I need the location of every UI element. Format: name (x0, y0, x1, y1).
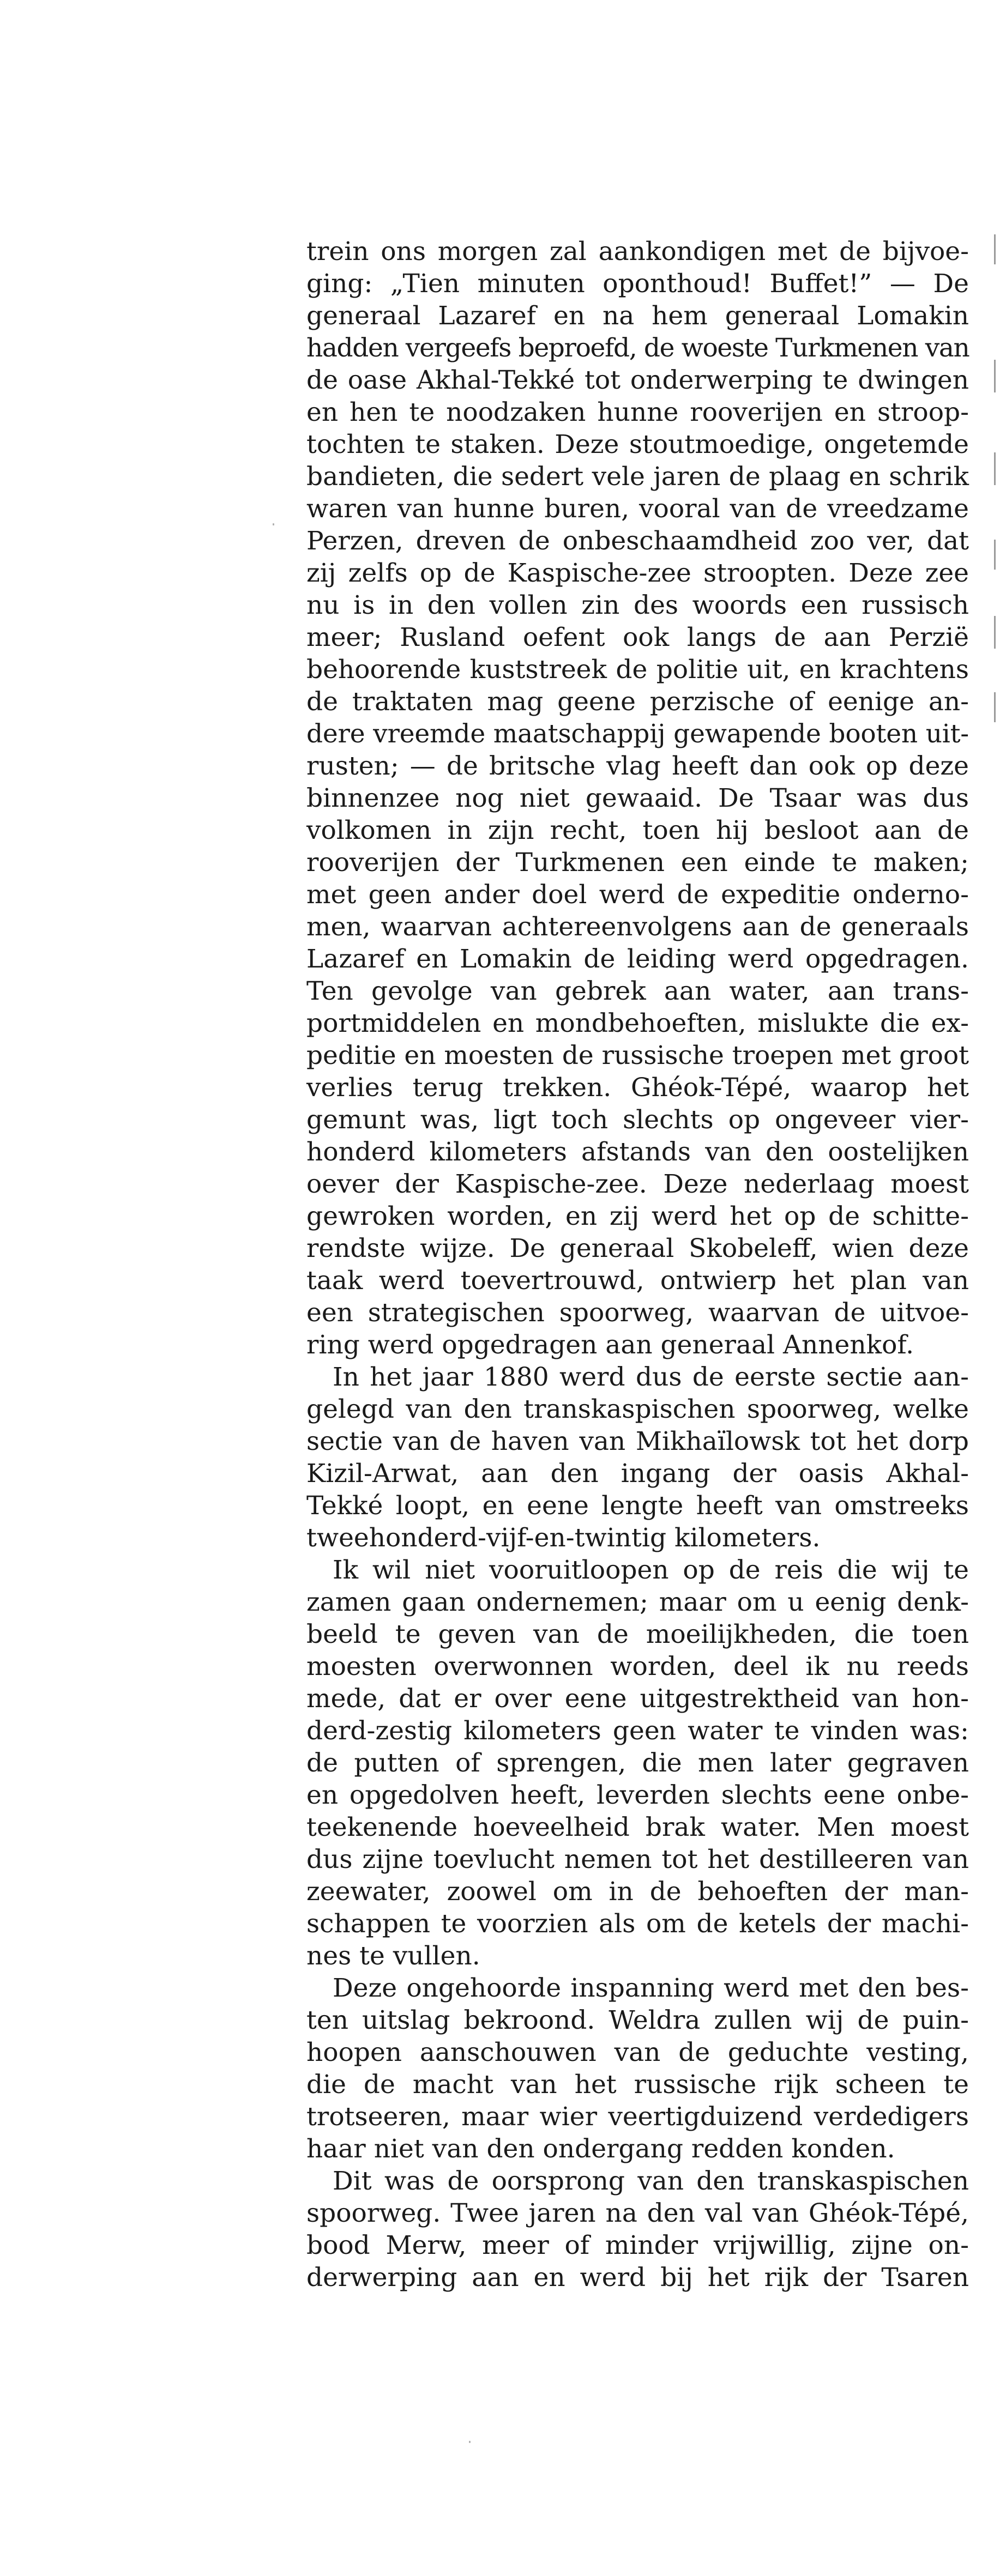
text-line: trein ons morgen zal aankondigen met de bijvoe- (306, 237, 969, 267)
text-line: verlies terug trekken. Ghéok-Tépé, waarop het (306, 1073, 969, 1103)
text-line: zamen gaan ondernemen; maar om u eenig denk- (306, 1587, 969, 1617)
text-line: rooverijen der Turkmenen een einde te maken; (306, 848, 969, 878)
text-line: In het jaar 1880 werd dus de eerste sectie aan- (333, 1362, 969, 1392)
text-line: waren van hunne buren, vooral van de vreedzame (306, 494, 969, 524)
text-line: meer; Rusland oefent ook langs de aan Perzië (306, 622, 969, 652)
text-line: portmiddelen en mondbehoeften, mislukte die ex- (306, 1008, 969, 1038)
text-line: zeewater, zoowel om in de behoeften der man- (306, 1877, 969, 1907)
text-line: dus zijne toevlucht nemen tot het destilleeren van (306, 1845, 969, 1874)
text-line: bood Merw, meer of minder vrijwillig, zijne on- (306, 2230, 969, 2260)
text-line: bandieten, die sedert vele jaren de plaag en schrik (306, 462, 969, 492)
text-line: Kizil-Arwat, aan den ingang der oasis Akhal- (306, 1459, 969, 1489)
edge-mark (994, 234, 996, 264)
text-line: schappen te voorzien als om de ketels der machi- (306, 1909, 969, 1939)
edge-mark (994, 616, 996, 649)
text-line: dere vreemde maatschappij gewapende booten uit- (306, 719, 969, 749)
text-line: nes te vullen. (306, 1941, 480, 1971)
text-line: rusten; — de britsche vlag heeft dan ook op deze (306, 751, 969, 781)
text-line: de oase Akhal-Tekké tot onderwerping te dwingen (306, 365, 969, 395)
text-line: teekenende hoeveelheid brak water. Men moest (306, 1812, 969, 1842)
stray-ink-dot (273, 523, 274, 525)
text-line: gewroken worden, en zij werd het op de schitte- (306, 1201, 969, 1231)
text-line: binnenzee nog niet gewaaid. De Tsaar was dus (306, 783, 969, 813)
text-line: de traktaten mag geene perzische of eenige an- (306, 687, 969, 717)
text-line: peditie en moesten de russische troepen met groot (306, 1041, 969, 1071)
text-line: hoopen aanschouwen van de geduchte vesting, (306, 2037, 969, 2067)
text-line: gelegd van den transkaspischen spoorweg, welke (306, 1394, 969, 1424)
text-line: tweehonderd-vijf-en-twintig kilometers. (306, 1523, 821, 1553)
text-line: nu is in den vollen zin des woords een russisch (306, 590, 969, 620)
text-line: behoorende kuststreek de politie uit, en krachtens (306, 655, 969, 685)
text-line: ring werd opgedragen aan generaal Annenkof. (306, 1330, 914, 1360)
text-line: honderd kilometers afstands van den oostelijken (306, 1137, 969, 1167)
edge-mark (994, 360, 996, 392)
paragraph (306, 1554, 969, 1972)
text-line: Lazaref en Lomakin de leiding werd opgedragen. (306, 944, 969, 974)
text-line: volkomen in zijn recht, toen hij besloot aan de (306, 815, 969, 845)
text-line: ten uitslag bekroond. Weldra zullen wij de puin- (306, 2005, 969, 2035)
page-edge-marks (994, 234, 996, 779)
text-line: men, waarvan achtereenvolgens aan de generaals (306, 912, 969, 942)
text-column (306, 235, 969, 2294)
text-line: tochten te staken. Deze stoutmoedige, ongetemde (306, 430, 969, 459)
text-line: en opgedolven heeft, leverden slechts eene onbe- (306, 1780, 969, 1810)
text-line: hadden vergeefs beproefd, de woeste Turkmenen van (306, 333, 969, 363)
text-line: rendste wijze. De generaal Skobeleff, wien deze (306, 1233, 969, 1263)
text-line: Dit was de oorsprong van den transkaspischen (333, 2166, 969, 2196)
text-line: Tekké loopt, en eene lengte heeft van omstreeks (306, 1491, 969, 1521)
text-line: generaal Lazaref en na hem generaal Lomakin (306, 301, 969, 331)
text-line: mede, dat er over eene uitgestrektheid van hon- (306, 1684, 969, 1714)
paragraph (306, 1361, 969, 1554)
text-line: Deze ongehoorde inspanning werd met den bes- (333, 1973, 969, 2003)
paragraph (306, 235, 969, 1361)
text-line: Perzen, dreven de onbeschaamdheid zoo ver, dat (306, 526, 969, 556)
text-line: haar niet van den ondergang redden konden. (306, 2134, 895, 2164)
text-line: sectie van de haven van Mikhaïlowsk tot het dorp (306, 1426, 969, 1456)
text-line: oever der Kaspische-zee. Deze nederlaag moest (306, 1169, 969, 1199)
text-line: taak werd toevertrouwd, ontwierp het plan van (306, 1266, 969, 1296)
stray-ink-dot (469, 2441, 471, 2443)
edge-mark (994, 452, 996, 485)
text-line: en hen te noodzaken hunne rooverijen en stroop- (306, 397, 969, 427)
edge-mark (994, 692, 996, 722)
text-line: een strategischen spoorweg, waarvan de uitvoe- (306, 1298, 969, 1328)
paragraph (306, 1972, 969, 2165)
text-line: zij zelfs op de Kaspische-zee stroopten. Deze zee (306, 558, 969, 588)
text-line: derwerping aan en werd bij het rijk der Tsaren (306, 2263, 969, 2293)
text-line: derd-zestig kilometers geen water te vinden was: (306, 1716, 969, 1746)
text-line: spoorweg. Twee jaren na den val van Ghéok-Tépé, (306, 2198, 969, 2228)
text-line: die de macht van het russische rijk scheen te (306, 2070, 969, 2100)
paragraph (306, 2165, 969, 2294)
text-line: Ik wil niet vooruitloopen op de reis die wij te (333, 1555, 969, 1585)
text-line: trotseeren, maar wier veertigduizend verdedigers (306, 2102, 969, 2132)
text-line: Ten gevolge van gebrek aan water, aan trans- (306, 976, 969, 1006)
text-line: gemunt was, ligt toch slechts op ongeveer vier- (306, 1105, 969, 1135)
text-line: moesten overwonnen worden, deel ik nu reeds (306, 1652, 969, 1682)
text-line: ging: „Tien minuten oponthoud! Buffet!” — De (306, 269, 969, 299)
text-line: de putten of sprengen, die men later gegraven (306, 1748, 969, 1778)
text-line: beeld te geven van de moeilijkheden, die toen (306, 1619, 969, 1649)
edge-mark (994, 540, 996, 570)
text-line: met geen ander doel werd de expeditie onderno- (306, 880, 969, 910)
